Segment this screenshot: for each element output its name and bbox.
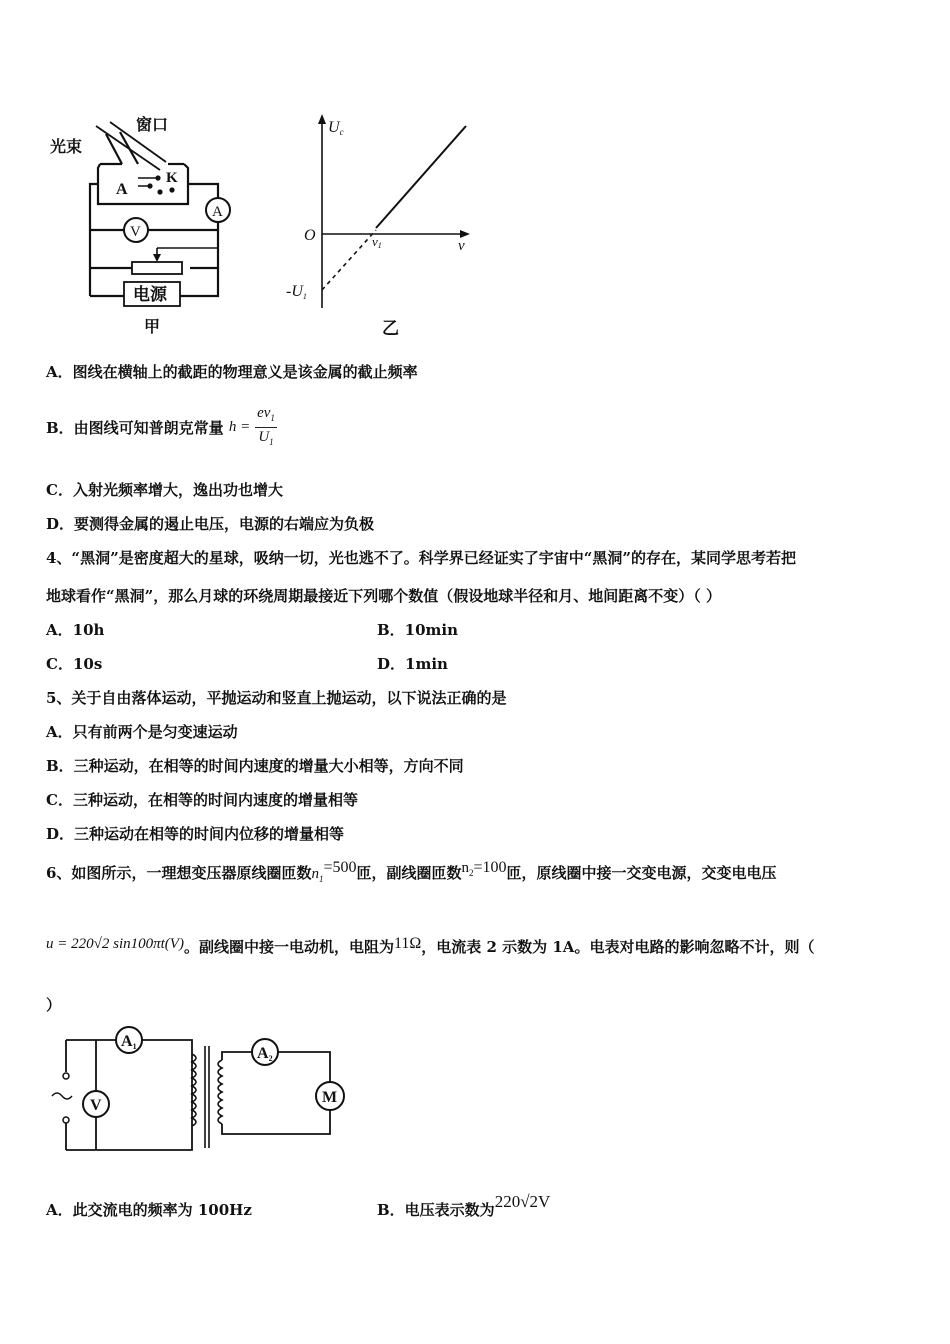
figure-circuit-jia: [40, 108, 250, 340]
label-anode: A: [116, 181, 128, 198]
q3-option-b: B．由图线可知普朗克常量 h = $\frac{e\nu_1}{U_1}$: [46, 404, 277, 451]
q4-stem-line1: 4、“黑洞”是密度超大的星球，吸纳一切，光也逃不了。科学界已经证实了宇宙中“黑洞”的存在，某同学思考若把: [46, 549, 796, 567]
q4-stem-line2: 地球看作“黑洞”，那么月球的环绕周期最接近下列哪个数值（假设地球半径和月、地间距离不变）（ ）: [46, 587, 721, 605]
origin-label: O: [304, 227, 316, 244]
q4-option-b: B．10min: [377, 621, 459, 639]
q6-stem-line2: u = 220√2 sin100πt(V)。副线圈中接一电动机，电阻为11Ω，电流表 2 示数为 1A。电表对电路的影响忽略不计，则（: [46, 935, 815, 956]
figure-graph-yi: [282, 108, 482, 340]
q3-option-a: A．图线在横轴上的截距的物理意义是该金属的截止频率: [46, 363, 418, 381]
q5-option-a: A．只有前两个是匀变速运动: [46, 723, 238, 741]
q3-option-c: C．入射光频率增大，逸出功也增大: [46, 481, 283, 499]
voltmeter2-label: V: [90, 1097, 102, 1114]
q3-option-d: D．要测得金属的遏止电压，电源的右端应为负极: [46, 515, 375, 533]
y-intercept-label: -U1: [286, 283, 307, 301]
ammeter2-label: A2: [257, 1045, 273, 1063]
x-axis-label: ν: [458, 238, 465, 254]
figure-caption-jia: 甲: [144, 319, 161, 336]
voltmeter-label: V: [130, 224, 141, 240]
planck-formula: $\frac{e\nu_1}{U_1}$: [257, 405, 275, 447]
ammeter1-label: A1: [121, 1033, 137, 1051]
q4-option-c: C．10s: [46, 655, 103, 673]
q5-option-b: B．三种运动，在相等的时间内速度的增量大小相等，方向不同: [46, 757, 464, 775]
q4-option-a: A．10h: [46, 621, 105, 639]
voltage-formula: u = 220√2 sin100πt(V): [46, 936, 184, 952]
figure-caption-yi: 乙: [382, 319, 399, 338]
ammeter-label: A: [212, 204, 223, 220]
q6-stem-line1: 6、如图所示，一理想变压器原线圈匝数$n_1=500$匝，副线圈匝数$n_2=100$匝，原线圈中接一交变电源，交变电电压: [46, 859, 777, 884]
q5-stem: 5、关于自由落体运动，平抛运动和竖直上抛运动，以下说法正确的是: [46, 689, 507, 707]
q6-option-b: B．电压表示数为220√2V: [377, 1192, 551, 1219]
q6-option-a: A．此交流电的频率为 100Hz: [46, 1201, 252, 1219]
figure-transformer-circuit: [40, 1024, 370, 1156]
q5-option-d: D．三种运动在相等的时间内位移的增量相等: [46, 825, 345, 843]
label-cathode: K: [166, 170, 178, 186]
q6-stem-close: ）: [46, 996, 62, 1014]
q5-option-c: C．三种运动，在相等的时间内速度的增量相等: [46, 791, 358, 809]
q4-option-d: D．1min: [377, 655, 448, 673]
x-intercept-label: ν1: [372, 234, 382, 250]
y-axis-label: Uc: [328, 119, 344, 137]
label-beam: 光束: [50, 139, 83, 156]
motor-label: M: [322, 1089, 338, 1106]
label-window: 窗口: [136, 117, 169, 134]
power-label: 电源: [133, 285, 167, 304]
